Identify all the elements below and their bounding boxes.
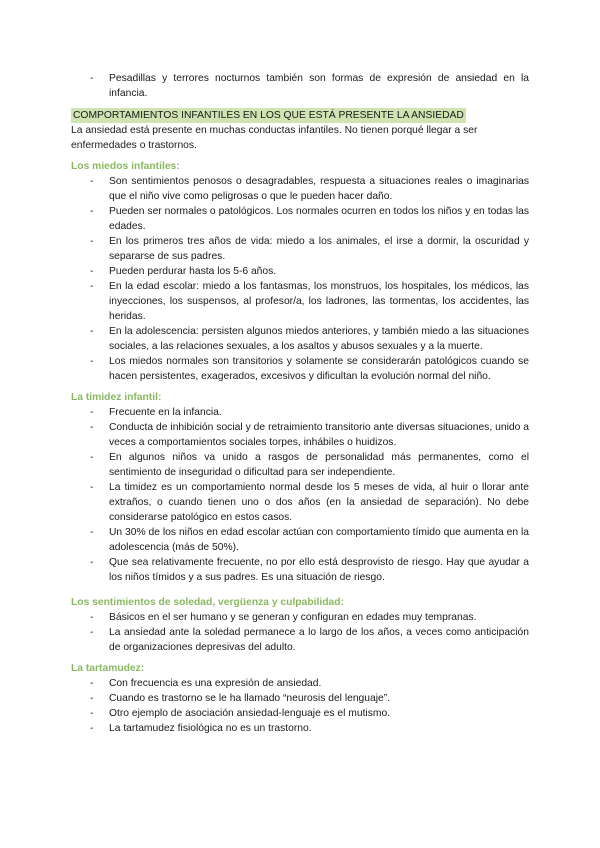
page-content (71, 71, 529, 736)
list-item: - Son sentimientos penosos o desagradables, respuesta a situaciones reales o imaginarias que el niño vive como peligrosas o que le pueden hacer daño. (71, 174, 529, 204)
list-item: - Que sea relativamente frecuente, no por ello está desprovisto de riesgo. Hay que ayudar a los niños tímidos y a sus padres. Es una situación de riesgo. (71, 555, 529, 585)
soledad-list (71, 610, 529, 655)
list-item: - Los miedos normales son transitorios y solamente se considerarán patológicos cuando se hacen persistentes, exagerados, excesivos y dificultan la evolución normal del niño. (71, 354, 529, 384)
list-item: - En los primeros tres años de vida: miedo a los animales, el irse a dormir, la oscuridad y separarse de sus padres. (71, 234, 529, 264)
banner-paragraph: La ansiedad está presente en muchas conductas infantiles. No tienen porqué llegar a ser enfermedades o trastornos. (71, 125, 478, 151)
list-item: - En la edad escolar: miedo a los fantasmas, los monstruos, los hospitales, los médicos, las inyecciones, los suspensos, al profesor/a, los ladrones, las tormentas, los accidentes, las heridas. (71, 279, 529, 324)
list-item: - Conducta de inhibición social y de retraimiento transitorio ante diversas situaciones, unido a veces a comportamientos sociales torpes, inhábiles o huidizos. (71, 420, 529, 450)
list-item: - Básicos en el ser humano y se generan y configuran en edades muy tempranas. (71, 610, 529, 625)
section-title-timidez: La timidez infantil: (71, 392, 162, 403)
list-item: - Pueden perdurar hasta los 5-6 años. (71, 264, 529, 279)
list-item: - En algunos niños va unido a rasgos de personalidad más permanentes, como el sentimiento de inseguridad o dificultad para ser independiente. (71, 450, 529, 480)
list-item: - Frecuente en la infancia. (71, 405, 529, 420)
miedos-list (71, 174, 529, 384)
list-item: - En la adolescencia: persisten algunos miedos anteriores, y también miedo a las situaciones sociales, a las relaciones sexuales, a los asaltos y abusos sexuales y a la muerte. (71, 324, 529, 354)
list-item: - Pesadillas y terrores nocturnos también son formas de expresión de ansiedad en la infancia. (71, 71, 529, 101)
section-banner: COMPORTAMIENTOS INFANTILES EN LOS QUE ESTÁ PRESENTE LA ANSIEDAD (73, 110, 464, 121)
section-title-tartamudez: La tartamudez: (71, 663, 145, 674)
list-item: - Con frecuencia es una expresión de ansiedad. (71, 676, 529, 691)
timidez-list (71, 405, 529, 585)
list-item: - Pueden ser normales o patológicos. Los normales ocurren en todos los niños y en todas las edades. (71, 204, 529, 234)
section-title-soledad: Los sentimientos de soledad, vergüenza y culpabilidad: (71, 597, 344, 608)
list-item: - La timidez es un comportamiento normal desde los 5 meses de vida, al huir o llorar ante extraños, o cuando tienen uno o dos años (en la ansiedad de separación). No debe considerarse patológico en estos casos. (71, 480, 529, 525)
tartamudez-list (71, 676, 529, 736)
section-title-miedos: Los miedos infantiles: (71, 161, 180, 172)
list-item: - Un 30% de los niños en edad escolar actúan con comportamiento tímido que aumenta en la adolescencia (más de 50%). (71, 525, 529, 555)
list-item: - Otro ejemplo de asociación ansiedad-lenguaje es el mutismo. (71, 706, 529, 721)
list-item: - Cuando es trastorno se le ha llamado “neurosis del lenguaje”. (71, 691, 529, 706)
list-item: - La tartamudez fisiológica no es un trastorno. (71, 721, 529, 736)
list-item: - La ansiedad ante la soledad permanece a lo largo de los años, a veces como anticipación de organizaciones depresivas del adulto. (71, 625, 529, 655)
intro-list (71, 71, 529, 101)
